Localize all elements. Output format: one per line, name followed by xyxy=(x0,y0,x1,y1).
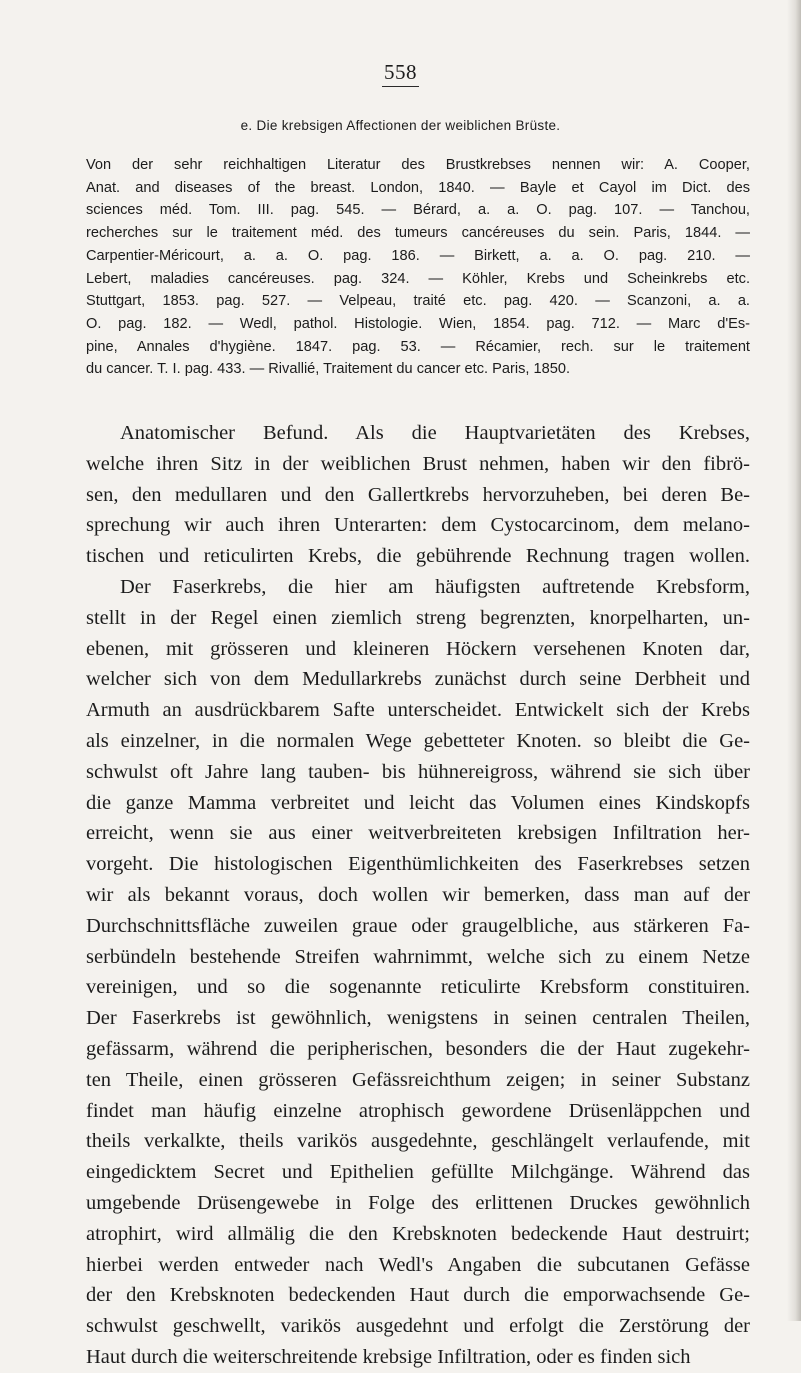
body-line: welche ihren Sitz in der weiblichen Brust nehmen, haben wir den fibrö- xyxy=(86,452,750,475)
body-line: gefässarm, während die peripherischen, besonders die der Haut zugekehr- xyxy=(86,1037,750,1060)
body-line: Haut durch die weiterschreitende krebsige Infiltration, oder es finden sich xyxy=(86,1345,691,1368)
body-line: ebenen, mit grösseren und kleineren Höckern versehenen Knoten dar, xyxy=(86,637,750,660)
literature-line: Carpentier-Méricourt, a. a. O. pag. 186. — Birkett, a. a. O. pag. 210. — xyxy=(86,247,750,264)
body-line: vereinigen, und so die sogenannte reticulirte Krebsform constituiren. xyxy=(86,976,750,999)
body-line: theils verkalkte, theils varikös ausgedehnte, geschlängelt verlaufende, mit xyxy=(86,1130,750,1153)
body-line: wir als bekannt voraus, doch wollen wir bemerken, dass man auf der xyxy=(86,883,750,906)
page-edge-shadow xyxy=(787,0,801,1321)
literature-paragraph xyxy=(86,154,750,381)
section-heading: e. Die krebsigen Affectionen der weiblichen Brüste. xyxy=(240,118,561,133)
body-line: tischen und reticulirten Krebs, die gebührende Rechnung tragen wollen. xyxy=(86,545,750,568)
literature-line: pine, Annales d'hygiène. 1847. pag. 53. — Récamier, rech. sur le traitement xyxy=(86,338,750,355)
body-line: hierbei werden entweder nach Wedl's Angaben die subcutanen Gefässe xyxy=(86,1253,750,1276)
body-line: erreicht, wenn sie aus einer weitverbreiteten krebsigen Infiltration her- xyxy=(86,822,750,845)
body-line: als einzelner, in die normalen Wege gebetteter Knoten. so bleibt die Ge- xyxy=(86,729,750,752)
body-line: eingedicktem Secret und Epithelien gefüllte Milchgänge. Während das xyxy=(86,1161,750,1184)
body-line: Durchschnittsfläche zuweilen graue oder graugelbliche, aus stärkeren Fa- xyxy=(86,914,750,937)
body-line: vorgeht. Die histologischen Eigenthümlichkeiten des Faserkrebses setzen xyxy=(86,853,750,876)
body-line: sprechung wir auch ihren Unterarten: dem Cystocarcinom, dem melano- xyxy=(86,514,750,537)
body-line: stellt in der Regel einen ziemlich streng begrenzten, knorpelharten, un- xyxy=(86,606,750,629)
body-line: Der Faserkrebs ist gewöhnlich, wenigstens in seinen centralen Theilen, xyxy=(86,1007,750,1030)
body-text xyxy=(86,418,750,1373)
body-line: der den Krebsknoten bedeckenden Haut durch die emporwachsende Ge- xyxy=(86,1284,750,1307)
body-line: sen, den medullaren und den Gallertkrebs hervorzuheben, bei deren Be- xyxy=(86,483,750,506)
body-line: atrophirt, wird allmälig die den Krebsknoten bedeckende Haut destruirt; xyxy=(86,1222,750,1245)
body-line: welcher sich von dem Medullarkrebs zunächst durch seine Derbheit und xyxy=(86,668,750,691)
body-line: findet man häufig einzelne atrophisch gewordene Drüsenläppchen und xyxy=(86,1099,750,1122)
page-number: 558 xyxy=(0,60,801,87)
body-line: Anatomischer Befund. Als die Hauptvarietäten des Krebses, xyxy=(120,422,750,444)
body-line: schwulst geschwellt, varikös ausgedehnt und erfolgt die Zerstörung der xyxy=(86,1315,750,1338)
literature-line: Von der sehr reichhaltigen Literatur des Brustkrebses nennen wir: A. Cooper, xyxy=(86,157,750,173)
literature-line: recherches sur le traitement méd. des tumeurs cancéreuses du sein. Paris, 1844. — xyxy=(86,225,750,242)
literature-line: sciences méd. Tom. III. pag. 545. — Bérard, a. a. O. pag. 107. — Tanchou, xyxy=(86,202,750,219)
literature-line: Lebert, maladies cancéreuses. pag. 324. — Köhler, Krebs und Scheinkrebs etc. xyxy=(86,270,750,287)
body-line: Der Faserkrebs, die hier am häufigsten auftretende Krebsform, xyxy=(120,575,750,598)
literature-line: du cancer. T. I. pag. 433. — Rivallié, Traitement du cancer etc. Paris, 1850. xyxy=(86,361,571,378)
literature-line: Stuttgart, 1853. pag. 527. — Velpeau, traité etc. pag. 420. — Scanzoni, a. a. xyxy=(86,293,750,310)
body-line: die ganze Mamma verbreitet und leicht das Volumen eines Kindskopfs xyxy=(86,791,750,814)
literature-line: O. pag. 182. — Wedl, pathol. Histologie. Wien, 1854. pag. 712. — Marc d'Es- xyxy=(86,315,750,332)
literature-line: Anat. and diseases of the breast. London, 1840. — Bayle et Cayol im Dict. des xyxy=(86,179,750,196)
body-line: Armuth an ausdrückbarem Safte unterscheidet. Entwickelt sich der Krebs xyxy=(86,699,750,722)
body-line: schwulst oft Jahre lang tauben- bis hühnereigross, während sie sich über xyxy=(86,760,750,783)
body-line: serbündeln bestehende Streifen wahrnimmt, welche sich zu einem Netze xyxy=(86,945,750,968)
body-line: umgebende Drüsengewebe in Folge des erlittenen Druckes gewöhnlich xyxy=(86,1191,750,1214)
body-line: ten Theile, einen grösseren Gefässreichthum zeigen; in seiner Substanz xyxy=(86,1068,750,1091)
